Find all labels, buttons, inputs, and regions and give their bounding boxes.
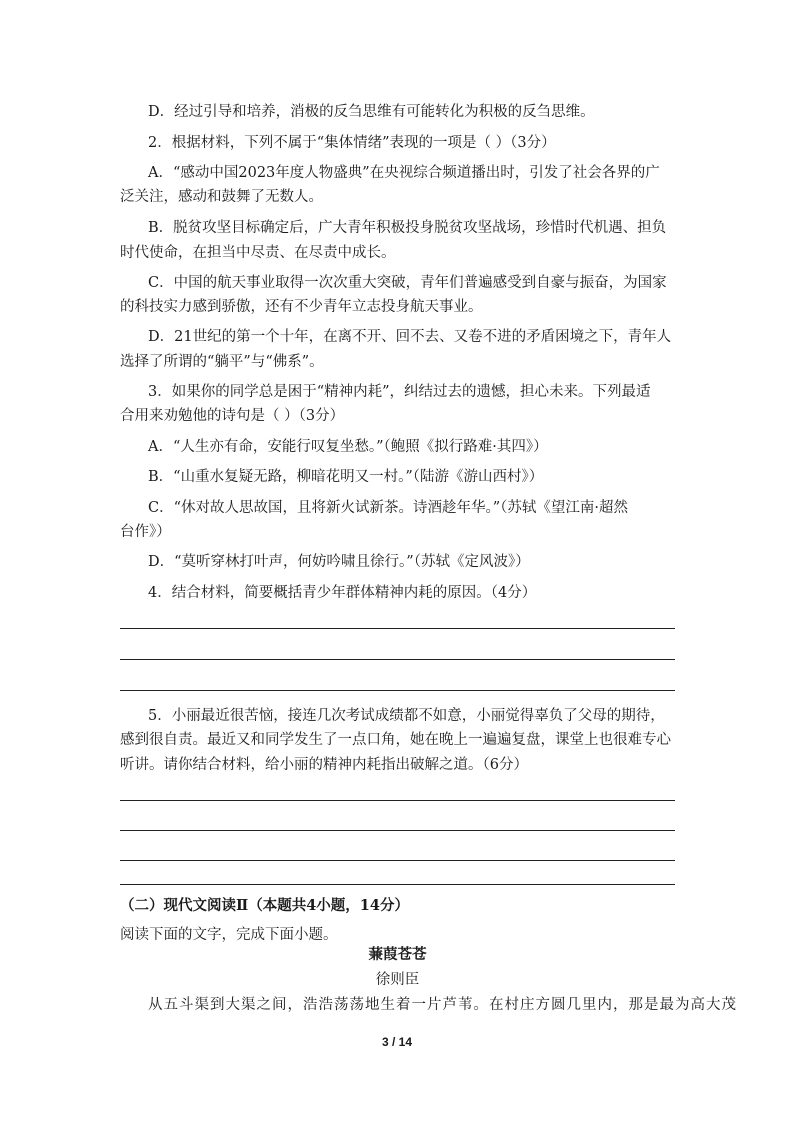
q2-option-d-line2: 选择了所谓的“躺平”与“佛系”。 [120,354,324,370]
q5-answer-line-3[interactable] [120,860,675,861]
q3-stem-line1: 3．如果你的同学总是困于“精神内耗”，纠结过去的遗憾，担心未来。下列最适 [148,384,651,400]
q4-answer-line-3[interactable] [120,690,675,691]
q1-option-d: D．经过引导和培养，消极的反刍思维有可能转化为积极的反刍思维。 [148,104,595,120]
q4-answer-line-1[interactable] [120,628,675,629]
q4-stem: 4．结合材料，简要概括青少年群体精神内耗的原因。（4分） [148,585,537,601]
section-heading: （二）现代文阅读Ⅱ（本题共4小题，14分） [120,897,409,914]
q5-answer-line-1[interactable] [120,800,675,801]
q2-option-d-line1: D．21世纪的第一个十年，在离不开、回不去、又卷不进的矛盾困境之下，青年人 [148,329,672,345]
q5-answer-line-4[interactable] [120,884,675,885]
q2-option-c-line2: 的科技实力感到骄傲，还有不少青年立志投身航天事业。 [120,299,483,315]
q3-option-d: D．“莫听穿林打叶声，何妨吟啸且徐行。”（苏轼《定风波》） [148,554,530,570]
q3-option-c-line1: C．“休对故人思故国，且将新火试新茶。诗酒趁年华。”（苏轼《望江南·超然 [148,500,629,516]
q2-option-c-line1: C．中国的航天事业取得一次次重大突破，青年们普遍感受到自豪与振奋，为国家 [148,275,667,291]
article-author: 徐则臣 [375,972,420,988]
q3-option-a: A．“人生亦有命，安能行叹复坐愁。”（鲍照《拟行路难·其四》） [148,439,548,455]
q2-stem: 2．根据材料，下列不属于“集体情绪”表现的一项是（ ）（3分） [148,135,556,151]
q3-option-c-line2: 台作》） [120,524,171,540]
q3-stem-line2: 合用来劝勉他的诗句是（ ）（3分） [120,408,345,424]
q2-option-a-line1: A．“感动中国2023年度人物盛典”在央视综合频道播出时，引发了社会各界的广 [148,165,660,181]
q2-option-b-line1: B．脱贫攻坚目标确定后，广大青年积极投身脱贫攻坚战场，珍惜时代机遇、担负 [148,220,667,236]
q2-option-b-line2: 时代使命，在担当中尽责、在尽责中成长。 [120,245,396,261]
q3-option-b: B．“山重水复疑无路，柳暗花明又一村。”（陆游《游山西村》） [148,469,544,485]
q5-stem-line1: 5．小丽最近很苦恼，接连几次考试成绩都不如意，小丽觉得辜负了父母的期待， [148,708,665,724]
q2-option-a-line2: 泛关注，感动和鼓舞了无数人。 [120,189,323,205]
page-number: 3 / 14 [381,1035,413,1049]
article-paragraph: 从五斗渠到大渠之间，浩浩荡荡地生着一片芦苇。在村庄方圆几里内，那是最为高大茂 [148,997,737,1013]
q5-stem-line3: 听讲。请你结合材料，给小丽的精神内耗指出破解之道。（6分） [120,757,528,773]
q5-stem-line2: 感到很自责。最近又和同学发生了一点口角，她在晚上一遍遍复盘，课堂上也很难专心 [120,732,671,748]
q5-answer-line-2[interactable] [120,830,675,831]
q4-answer-line-2[interactable] [120,659,675,660]
article-title: 蒹葭苍苍 [368,946,427,963]
reading-instruction: 阅读下面的文字，完成下面小题。 [120,927,338,943]
